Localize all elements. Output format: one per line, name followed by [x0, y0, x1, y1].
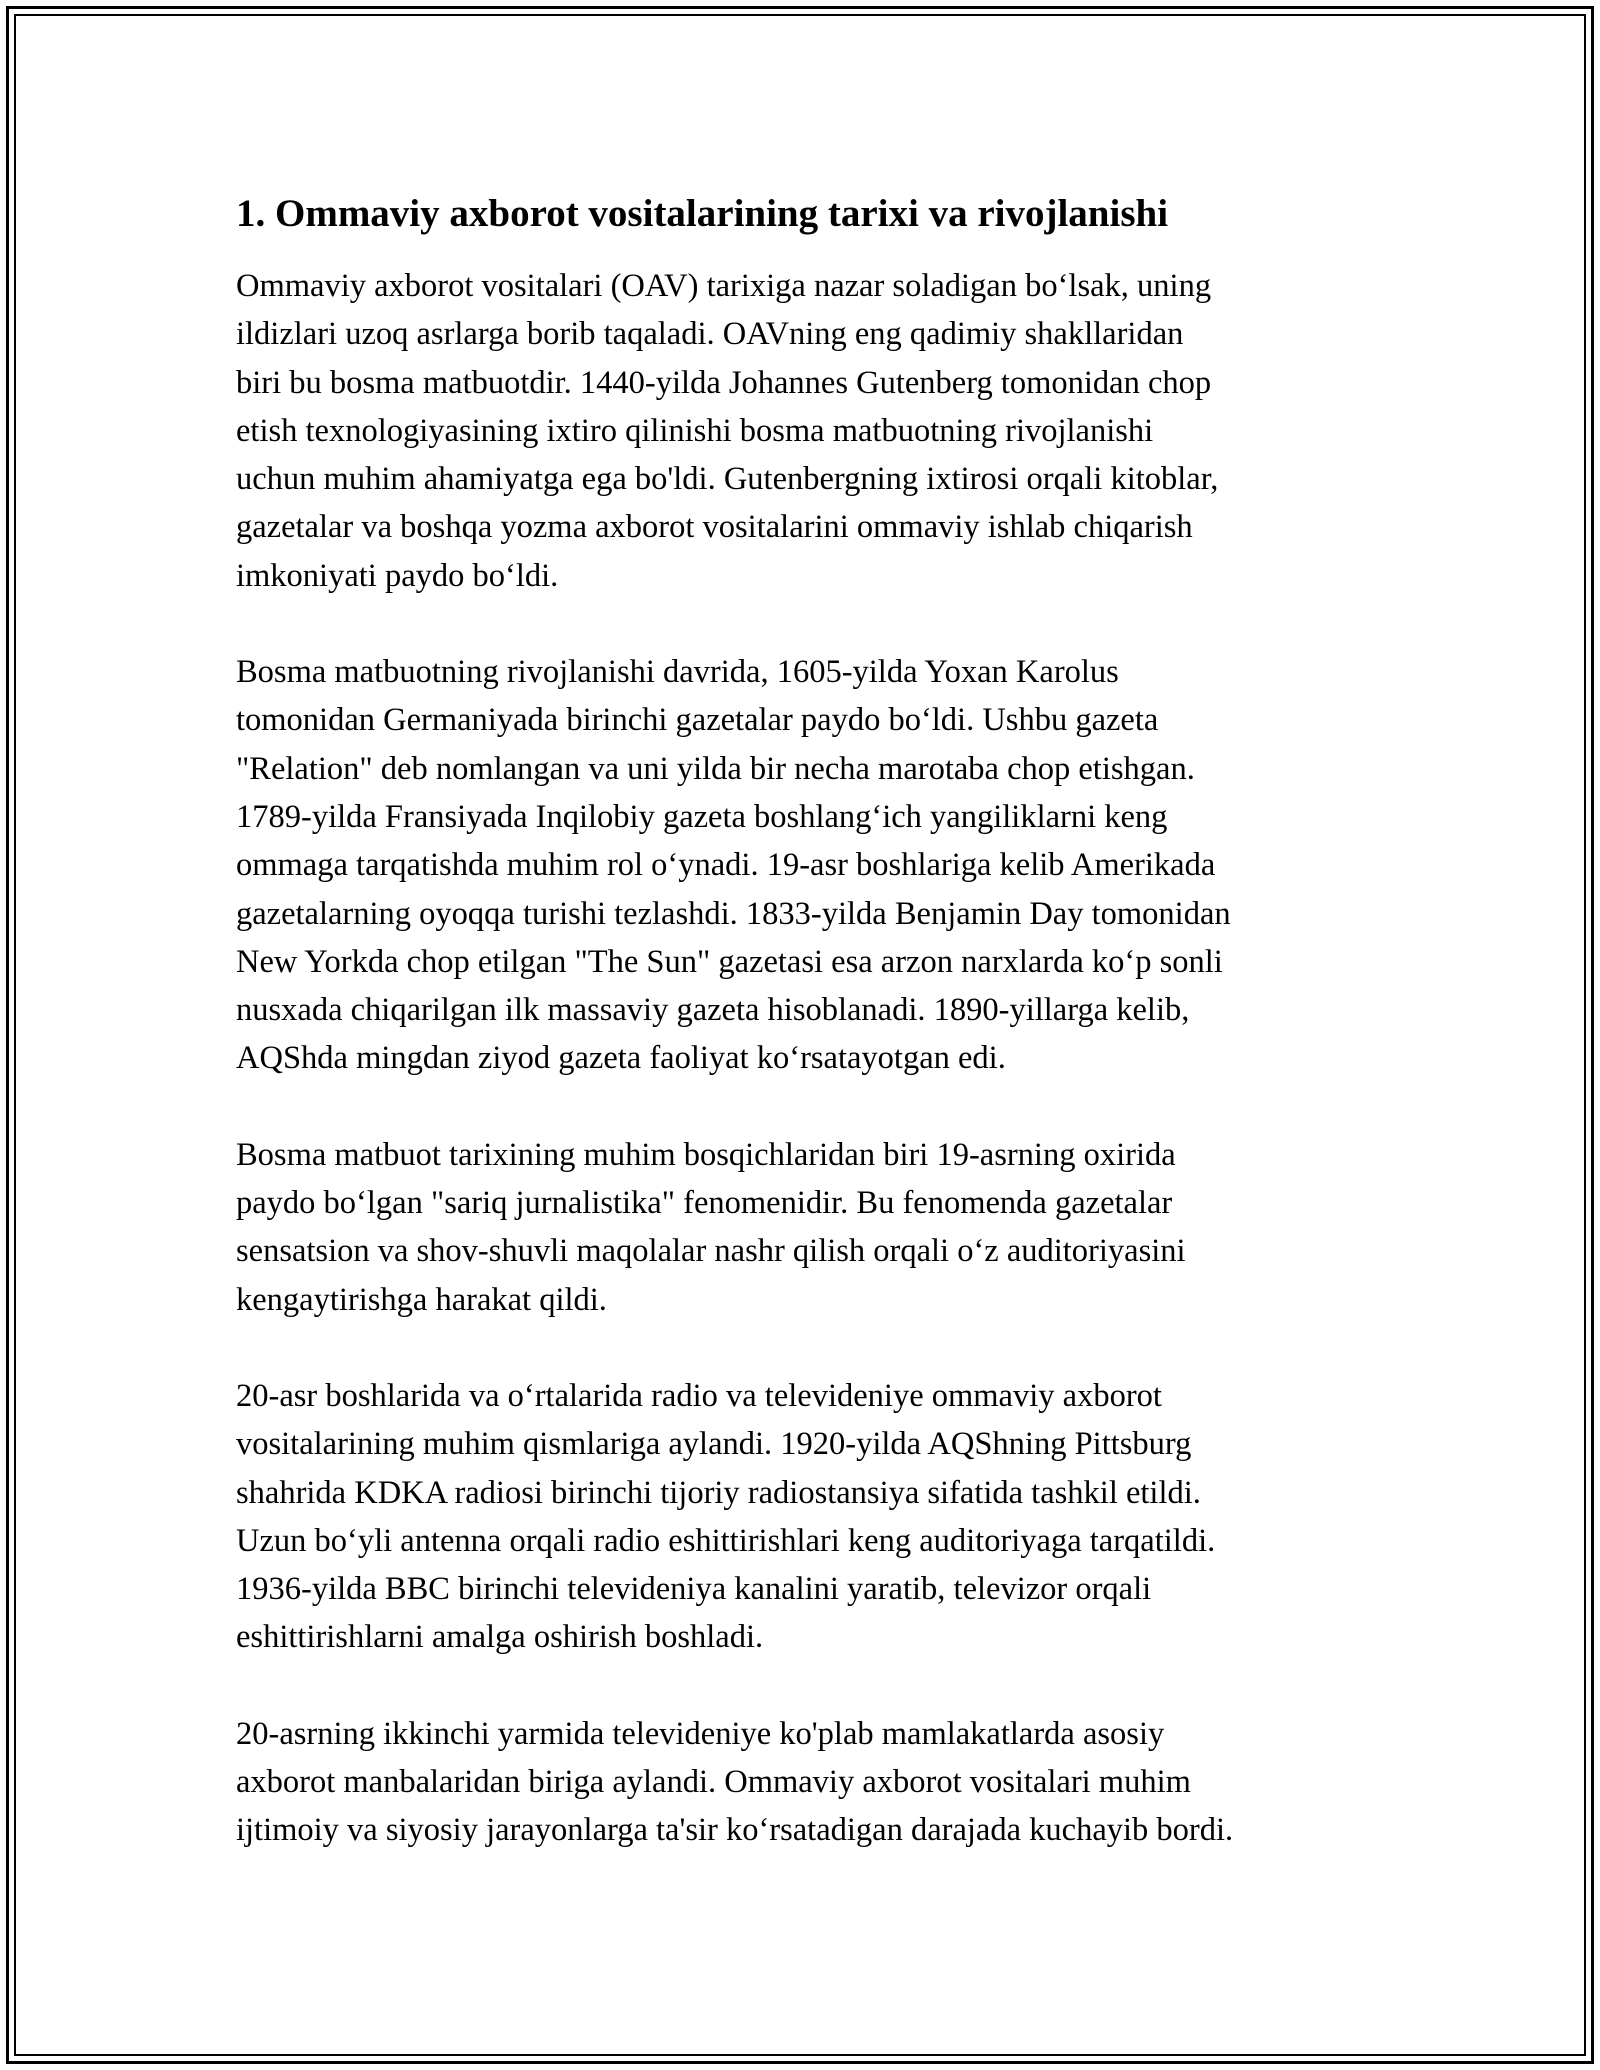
text-line: New Yorkda chop etilgan "The Sun" gazetasi esa arzon narxlarda koʻp sonli — [236, 943, 1223, 980]
text-line: Uzun boʻyli antenna orqali radio eshittirishlari keng auditoriyaga tarqatildi. — [236, 1522, 1216, 1559]
text-line: ijtimoiy va siyosiy jarayonlarga ta'sir koʻrsatadigan darajada kuchayib bordi. — [236, 1812, 1234, 1849]
text-line: paydo boʻlgan "sariq jurnalistika" fenomenidir. Bu fenomenda gazetalar — [236, 1185, 1173, 1222]
paragraph-5 — [236, 1710, 1396, 1855]
section-heading: 1. Ommaviy axborot vositalarining tarixi va rivojlanishi — [236, 192, 1169, 235]
document-body — [236, 188, 1396, 1903]
text-line: uchun muhim ahamiyatga ega bo'ldi. Gutenbergning ixtirosi orqali kitoblar, — [236, 461, 1219, 498]
text-line: "Relation" deb nomlangan va uni yilda bir necha marotaba chop etishgan. — [236, 750, 1195, 787]
text-line: 1789-yilda Fransiyada Inqilobiy gazeta boshlangʻich yangiliklarni keng — [236, 798, 1168, 835]
text-line: Ommaviy axborot vositalari (OAV) tarixiga nazar soladigan boʻlsak, uning — [236, 268, 1212, 304]
text-line: ildizlari uzoq asrlarga borib taqaladi. OAVning eng qadimiy shakllaridan — [236, 316, 1184, 353]
text-line: tomonidan Germaniyada birinchi gazetalar paydo boʻldi. Ushbu gazeta — [236, 702, 1159, 739]
text-line: ommaga tarqatishda muhim rol oʻynadi. 19-asr boshlariga kelib Amerikada — [236, 847, 1216, 884]
paragraph-4 — [236, 1372, 1396, 1662]
text-line: 20-asr boshlarida va oʻrtalarida radio va televideniye ommaviy axborot — [236, 1377, 1162, 1414]
text-line: 1936-yilda BBC birinchi televideniya kanalini yaratib, televizor orqali — [236, 1571, 1152, 1608]
paragraph-1 — [236, 262, 1396, 600]
text-line: Bosma matbuotning rivojlanishi davrida, 1605-yilda Yoxan Karolus — [236, 654, 1119, 691]
text-line: nusxada chiqarilgan ilk massaviy gazeta hisoblanadi. 1890-yillarga kelib, — [236, 992, 1190, 1029]
text-line: shahrida KDKA radiosi birinchi tijoriy radiostansiya sifatida tashkil etildi. — [236, 1474, 1201, 1511]
text-line: gazetalar va boshqa yozma axborot vositalarini ommaviy ishlab chiqarish — [236, 509, 1193, 546]
paragraph-2 — [236, 648, 1396, 1083]
text-line: biri bu bosma matbuotdir. 1440-yilda Johannes Gutenberg tomonidan chop — [236, 364, 1212, 401]
text-line: Bosma matbuot tarixining muhim bosqichlaridan biri 19-asrning oxirida — [236, 1136, 1176, 1173]
text-line: etish texnologiyasining ixtiro qilinishi bosma matbuotning rivojlanishi — [236, 412, 1154, 449]
text-line: sensatsion va shov-shuvli maqolalar nashr qilish orqali oʻz auditoriyasini — [236, 1233, 1186, 1270]
paragraph-3 — [236, 1131, 1396, 1324]
text-line: AQShda mingdan ziyod gazeta faoliyat koʻrsatayotgan edi. — [236, 1040, 1006, 1077]
text-line: vositalarining muhim qismlariga aylandi. 1920-yilda AQShning Pittsburg — [236, 1426, 1192, 1463]
text-line: imkoniyati paydo boʻldi. — [236, 557, 559, 594]
text-line: gazetalarning oyoqqa turishi tezlashdi. 1833-yilda Benjamin Day tomonidan — [236, 895, 1231, 932]
text-line: kengaytirishga harakat qildi. — [236, 1281, 607, 1318]
text-line: 20-asrning ikkinchi yarmida televideniye ko'plab mamlakatlarda asosiy — [236, 1715, 1165, 1752]
text-line: eshittirishlarni amalga oshirish boshladi. — [236, 1619, 764, 1656]
text-line: axborot manbalaridan biriga aylandi. Ommaviy axborot vositalari muhim — [236, 1764, 1191, 1801]
